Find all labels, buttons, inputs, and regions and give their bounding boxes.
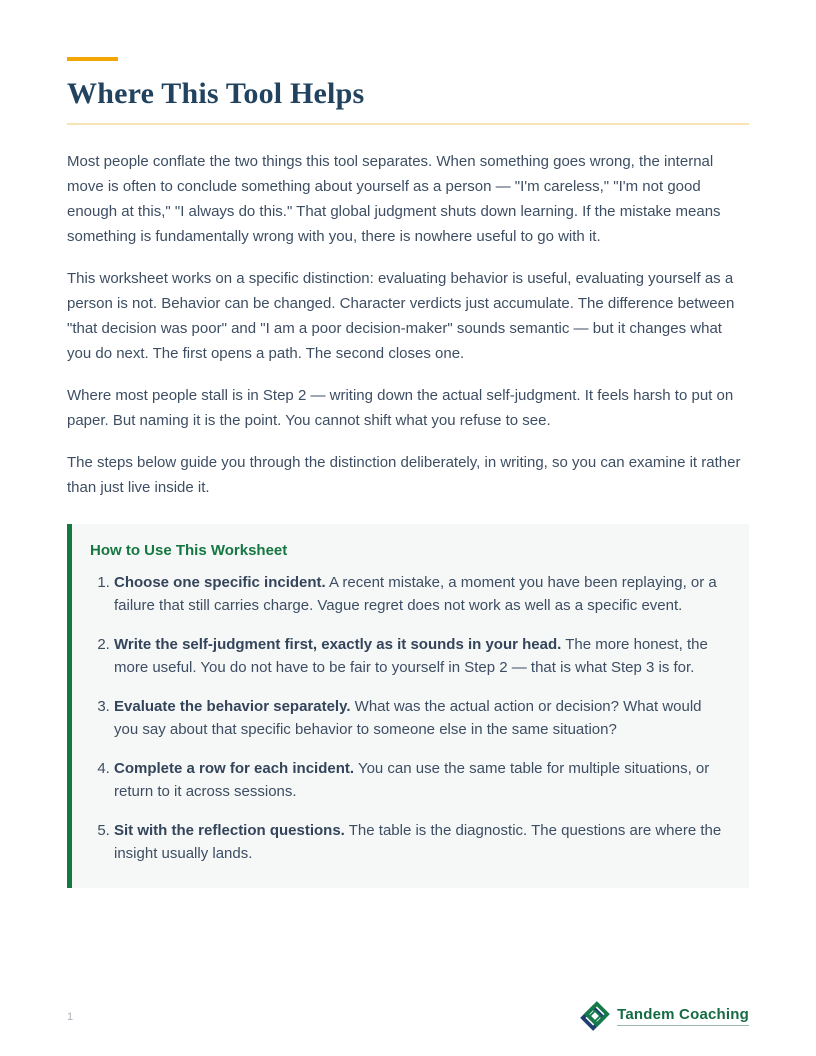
paragraph-1: Most people conflate the two things this tool separates. When something goes wrong, the internal move is often to conclude something about yourself as a person — "I'm careless," "I'm not good enough at this," "I always do this." That global judgment shuts down learning. If the mistake means something is fundamentally wrong with you, there is nowhere useful to go with it. [67, 153, 721, 245]
title-divider [67, 123, 749, 125]
list-item [114, 571, 725, 618]
list-item-lead: Choose one specific incident. [114, 574, 326, 591]
list-item-text: You can use the same table for multiple situations, or return to it across sessions. [114, 760, 710, 800]
callout-list [90, 571, 725, 866]
list-item-lead: Complete a row for each incident. [114, 760, 355, 777]
accent-bar [67, 57, 118, 61]
list-item [114, 757, 725, 804]
list-item-lead: Sit with the reflection questions. [114, 822, 345, 839]
list-item-text: The more honest, the more useful. You do not have to be fair to yourself in Step 2 — that is what Step 3 is for. [114, 636, 708, 676]
list-item [114, 819, 725, 866]
list-item-lead: Evaluate the behavior separately. [114, 698, 351, 715]
list-item [114, 633, 725, 680]
page-number: 1 [67, 1011, 74, 1023]
callout-heading: How to Use This Worksheet [90, 542, 288, 559]
brand-logo [580, 1001, 749, 1031]
list-item [114, 695, 725, 742]
list-item-text: A recent mistake, a moment you have been replaying, or a failure that still carries charge. Vague regret does not work as well as a specific event. [114, 574, 717, 614]
paragraph-2: This worksheet works on a specific distinction: evaluating behavior is useful, evaluating yourself as a person is not. Behavior can be changed. Character verdicts just accumulate. The difference between "that decision was poor" and "I am a poor decision-maker" sounds semantic — but it changes what you do next. The first opens a path. The second closes one. [67, 270, 735, 362]
list-item-text: What was the actual action or decision? What would you say about that specific behavior to someone else in the same situation? [114, 698, 702, 738]
list-item-lead: Write the self-judgment first, exactly as it sounds in your head. [114, 636, 562, 653]
brand-name: Tandem Coaching [617, 1006, 749, 1026]
how-to-use-callout [67, 524, 749, 888]
list-item-text: The table is the diagnostic. The questions are where the insight usually lands. [114, 822, 722, 862]
paragraph-4: The steps below guide you through the distinction deliberately, in writing, so you can examine it rather than just live inside it. [67, 454, 741, 496]
paragraph-3: Where most people stall is in Step 2 — writing down the actual self-judgment. It feels harsh to put on paper. But naming it is the point. You cannot shift what you refuse to see. [67, 387, 734, 429]
tandem-diamond-icon [580, 1001, 610, 1031]
page-title: Where This Tool Helps [67, 77, 365, 110]
